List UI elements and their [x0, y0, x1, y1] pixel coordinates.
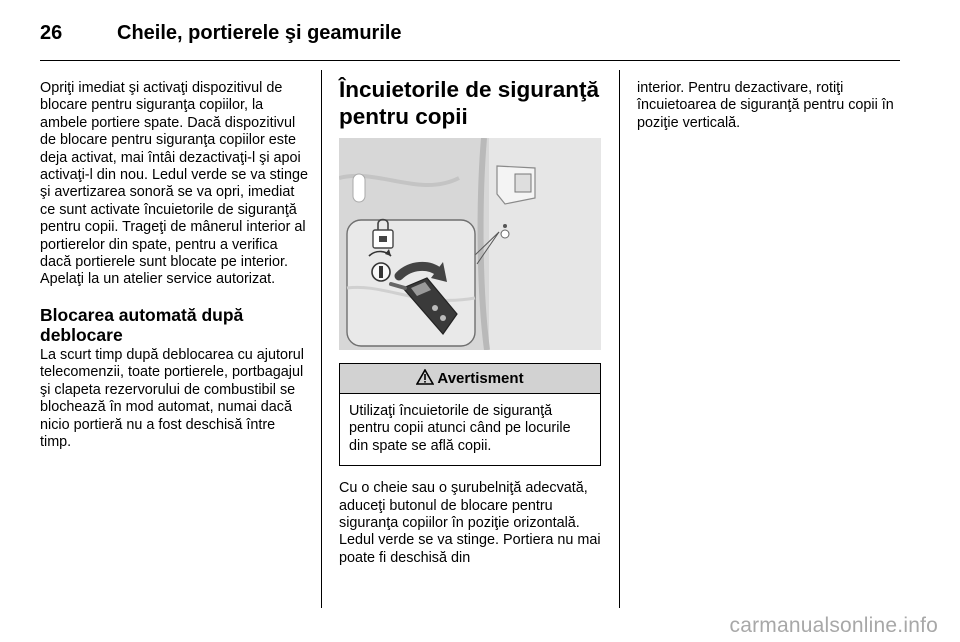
column-divider-left: [321, 70, 322, 608]
warning-icon: [416, 369, 434, 389]
column-divider-right: [619, 70, 620, 608]
page-header: [40, 0, 900, 62]
body-paragraph-4: interior. Pentru dezactivare, rotiţi încuietoarea de siguranţă pentru copii în poziţie verticală.: [637, 80, 894, 131]
watermark-text: carmanualsonline.info: [729, 614, 938, 637]
body-paragraph-3: Cu o cheie sau o şurubelniţă adecvată, aduceţi butonul de blocare pentru siguranţa copiilor în poziţie orizontală. Ledul verde se va stinge. Portiera nu mai poate fi deschisă din: [339, 480, 601, 566]
warning-header: [340, 364, 600, 394]
column-right: [637, 80, 905, 132]
body-paragraph-1: Opriţi imediat şi activaţi dispozitivul de blocare pentru siguranţa copiilor, la ambele portiere spate. Dacă dispozitivul de blocare pentru siguranţa copiilor este deja activat, mai întâi dezactivaţi-l şi apoi activaţi-l din nou. Ledul verde se va stinge şi avertizarea sonoră se va opri, imediat ce sunt activate încuietorile de siguranţă pentru copii. Trageţi de mânerul interior al portierelor din spate, pentru a verifica dacă portierele sunt blocate pe interior. Apelaţi la un atelier service autorizat.: [40, 80, 308, 288]
child-lock-illustration-icon: [339, 138, 601, 350]
warning-title: Avertisment: [437, 370, 524, 387]
warning-box: [339, 363, 601, 466]
body-paragraph-2: La scurt timp după deblocarea cu ajutorul telecomenzii, toate portierele, portbagajul şi clapeta rezervorului de combustibil se blochează în mod automat, numai dacă nicio portieră nu a fost deschisă între timp.: [40, 346, 304, 450]
subheading-auto-lock: Blocarea automată după deblocare: [40, 304, 244, 345]
column-left: [40, 80, 308, 451]
section-title: Cheile, portierele şi geamurile: [117, 22, 402, 44]
heading-child-locks: Încuietorile de siguranţă pentru copii: [339, 77, 600, 129]
page-number: 26: [40, 22, 63, 44]
warning-text: Utilizaţi încuietorile de siguranţă pentru copii atunci când pe locurile din spate se află copii.: [349, 403, 571, 454]
column-middle: [339, 77, 601, 567]
child-lock-illustration: [339, 138, 601, 350]
header-divider: [40, 60, 900, 61]
